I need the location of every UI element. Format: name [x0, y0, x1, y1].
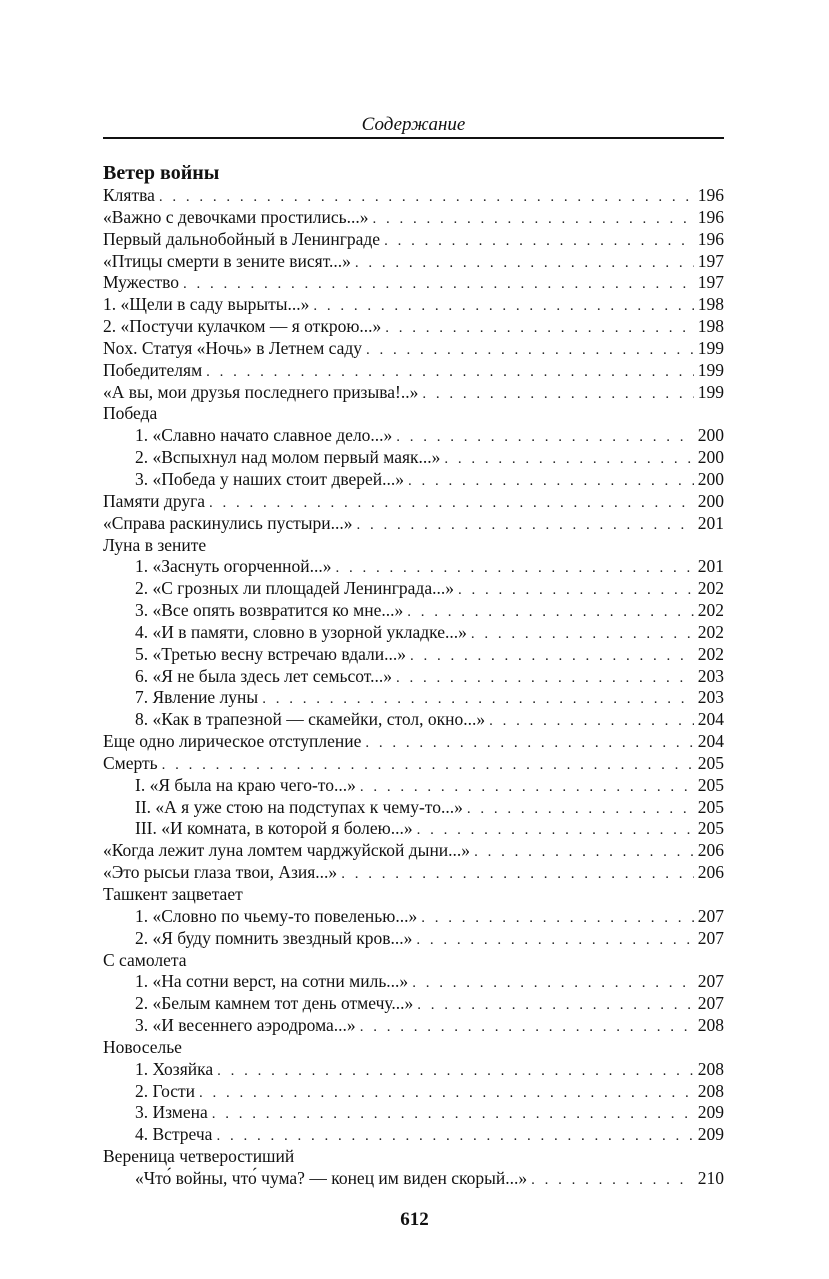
- toc-entry: [103, 644, 724, 666]
- toc-entry-page: 200: [697, 425, 724, 446]
- toc-entry: [103, 753, 724, 775]
- toc-entry-page: 197: [697, 272, 724, 293]
- toc-entry: [103, 1102, 724, 1124]
- toc-entry: [103, 1015, 724, 1037]
- toc-entry: [103, 316, 724, 338]
- toc-entry-title: 2. «Постучи кулачком — я открою...»: [103, 316, 382, 337]
- toc-entry: [103, 862, 724, 884]
- toc-entry-title: III. «И комната, в которой я болею...»: [135, 818, 413, 839]
- dot-leader: [444, 449, 693, 471]
- toc-entry-page: 199: [697, 381, 724, 402]
- toc-entry-title: «Справа раскинулись пустыри...»: [103, 512, 353, 533]
- toc-entry: [103, 840, 724, 862]
- toc-entry-title: Nox. Статуя «Ночь» в Летнем саду: [103, 337, 363, 358]
- toc-entry-page: 199: [697, 337, 724, 358]
- toc-entry-page: 196: [697, 206, 724, 227]
- dot-leader: [396, 668, 694, 690]
- toc-entry-title: 2. «С грозных ли площадей Ленинграда...»: [135, 578, 454, 599]
- toc-entry-page: 205: [697, 774, 724, 795]
- toc-entry-title: Клятва: [103, 185, 155, 205]
- toc-entry: [103, 425, 724, 447]
- toc-entry-title: 1. «Словно по чьему-то повеленью...»: [135, 905, 418, 926]
- toc-entry-title: Мужество: [103, 272, 180, 293]
- dot-leader: [360, 777, 694, 799]
- toc-entry-title: 2. «Вспыхнул над молом первый маяк...»: [135, 447, 441, 468]
- toc-entry: [103, 338, 724, 360]
- dot-leader: [262, 689, 694, 711]
- dot-leader: [206, 362, 694, 384]
- dot-leader: [217, 1061, 694, 1083]
- toc-entry: [103, 578, 724, 600]
- toc-entry-page: 202: [697, 621, 724, 642]
- dot-leader: [422, 384, 693, 406]
- toc-entry-title: I. «Я была на краю чего-то...»: [135, 774, 356, 795]
- dot-leader: [336, 558, 694, 580]
- toc-entry: [103, 513, 724, 535]
- dot-leader: [416, 930, 693, 952]
- toc-entry-page: 201: [697, 556, 724, 577]
- toc-entry-title: «Важно с девочками простились...»: [103, 206, 369, 227]
- dot-leader: [467, 799, 694, 821]
- dot-leader: [372, 209, 693, 231]
- toc-entry-page: 208: [697, 1015, 724, 1036]
- toc-entry: [103, 993, 724, 1015]
- toc-entry-page: 205: [697, 752, 724, 773]
- toc-entry-title: Еще одно лирическое отступление: [103, 731, 362, 752]
- toc-entry-page: 203: [697, 665, 724, 686]
- toc-entry: [103, 950, 724, 972]
- toc-entry-page: 209: [697, 1102, 724, 1123]
- toc-entry-page: 207: [697, 927, 724, 948]
- toc-entry: [103, 272, 724, 294]
- toc-entry: [103, 185, 724, 207]
- toc-entry-title: 1. Хозяйка: [135, 1058, 214, 1079]
- toc-entry-page: 207: [697, 993, 724, 1014]
- toc-entry-title: 1. «Заснуть огорченной...»: [135, 556, 332, 577]
- dot-leader: [385, 318, 693, 340]
- dot-leader: [458, 580, 694, 602]
- dot-leader: [489, 711, 694, 733]
- dot-leader: [471, 624, 694, 646]
- dot-leader: [216, 1126, 693, 1148]
- dot-leader: [366, 340, 694, 362]
- dot-leader: [417, 995, 693, 1017]
- toc-entry-page: 208: [697, 1058, 724, 1079]
- dot-leader: [356, 515, 693, 537]
- toc-entry-title: 1. «Славно начато славное дело...»: [135, 425, 393, 446]
- toc-entry-page: 202: [697, 600, 724, 621]
- toc-entry-title: 5. «Третью весну встречаю вдали...»: [135, 643, 407, 664]
- toc-entry: [103, 666, 724, 688]
- toc-entry-page: 205: [697, 818, 724, 839]
- toc-entry: [103, 884, 724, 906]
- toc-entry-title: «Что́ войны, что́ чума? — конец им виден скорый...»: [135, 1167, 528, 1188]
- toc-entry-title: С самолета: [103, 949, 187, 970]
- toc-entry-title: II. «А я уже стою на подступах к чему-то...»: [135, 796, 463, 817]
- toc-entry-title: 1. «На сотни верст, на сотни миль...»: [135, 971, 409, 992]
- toc-entry-title: 4. «И в памяти, словно в узорной укладке...»: [135, 621, 467, 642]
- toc-entry: [103, 797, 724, 819]
- dot-leader: [421, 908, 694, 930]
- toc-entry-title: Победа: [103, 403, 158, 424]
- page-number: 612: [400, 1209, 429, 1230]
- dot-leader: [396, 427, 693, 449]
- toc-entry: [103, 1146, 724, 1168]
- toc-entry: [103, 294, 724, 316]
- toc-entry-title: «Птицы смерти в зените висят...»: [103, 250, 351, 271]
- toc-entry: [103, 1059, 724, 1081]
- header-rule: [103, 137, 724, 139]
- toc-entry: [103, 207, 724, 229]
- toc-entry-page: 205: [697, 796, 724, 817]
- toc-entry-title: 2. «Я буду помнить звездный кров...»: [135, 927, 413, 948]
- toc-entry-title: 7. Явление луны: [135, 687, 259, 708]
- toc-entry-page: 202: [697, 578, 724, 599]
- toc-entry: [103, 229, 724, 251]
- section-title: Ветер войны: [103, 162, 220, 184]
- toc-entry-page: 200: [697, 468, 724, 489]
- toc-entry-title: 3. «Все опять возвратится ко мне...»: [135, 600, 404, 621]
- toc-entry-title: 3. Измена: [135, 1102, 208, 1123]
- toc-entry-page: 196: [697, 185, 724, 205]
- toc-entry-page: 198: [697, 316, 724, 337]
- toc-entry: [103, 818, 724, 840]
- toc-entry-page: 206: [697, 862, 724, 883]
- toc-entry: [103, 382, 724, 404]
- toc-entry-title: 2. «Белым камнем тот день отмечу...»: [135, 993, 414, 1014]
- toc-entry-title: Смерть: [103, 752, 158, 773]
- toc-entry-title: «А вы, мои друзья последнего призыва!..»: [103, 381, 419, 402]
- toc-entry-title: 3. «Победа у наших стоит дверей...»: [135, 468, 405, 489]
- toc-entry-page: 200: [697, 447, 724, 468]
- toc-entry: [103, 775, 724, 797]
- dot-leader: [410, 646, 694, 668]
- toc-entry: [103, 1081, 724, 1103]
- toc-entry: [103, 709, 724, 731]
- toc-entry-page: 199: [697, 359, 724, 380]
- dot-leader: [159, 187, 694, 209]
- running-header: Содержание: [361, 114, 466, 135]
- toc-entry: [103, 491, 724, 513]
- dot-leader: [408, 471, 694, 493]
- toc-entry-title: Вереница четверостиший: [103, 1146, 295, 1167]
- dot-leader: [162, 755, 694, 777]
- dot-leader: [412, 973, 694, 995]
- toc-entry-title: 2. Гости: [135, 1080, 196, 1101]
- dot-leader: [199, 1083, 694, 1105]
- toc-entry-title: 8. «Как в трапезной — скамейки, стол, окно...»: [135, 709, 486, 730]
- toc-entry-page: 204: [697, 709, 724, 730]
- toc-entry-title: Луна в зените: [103, 534, 207, 555]
- toc-entry-page: 207: [697, 971, 724, 992]
- toc-entry-title: 1. «Щели в саду вырыты...»: [103, 294, 310, 315]
- toc-entry: [103, 1037, 724, 1059]
- dot-leader: [341, 864, 694, 886]
- toc-entry-page: 202: [697, 643, 724, 664]
- toc-entry: [103, 469, 724, 491]
- dot-leader: [365, 733, 693, 755]
- toc-entry: [103, 687, 724, 709]
- toc-entry-title: Новоселье: [103, 1036, 182, 1057]
- toc-entry: [103, 1124, 724, 1146]
- toc-entry-title: Победителям: [103, 359, 203, 380]
- dot-leader: [209, 493, 694, 515]
- toc-entry-page: 208: [697, 1080, 724, 1101]
- toc-entry-page: 197: [697, 250, 724, 271]
- toc-entry-page: 210: [697, 1167, 724, 1188]
- toc-entry-page: 204: [697, 731, 724, 752]
- toc-entry-page: 198: [697, 294, 724, 315]
- toc-entry-title: Памяти друга: [103, 490, 206, 511]
- dot-leader: [183, 274, 694, 296]
- toc-entry-title: Ташкент зацветает: [103, 884, 243, 904]
- toc-entry-title: «Это рысьи глаза твои, Азия...»: [103, 862, 338, 883]
- toc-entry: [103, 251, 724, 273]
- toc-entry: [103, 403, 724, 425]
- toc-entry-page: 209: [697, 1124, 724, 1145]
- toc-entry-page: 201: [697, 512, 724, 533]
- dot-leader: [313, 296, 693, 318]
- toc-entry-title: 3. «И весеннего аэродрома...»: [135, 1015, 356, 1036]
- dot-leader: [417, 820, 694, 842]
- toc-entry-page: 196: [697, 228, 724, 249]
- toc-entry-title: Первый дальнобойный в Ленинграде: [103, 228, 381, 249]
- toc-entry-page: 203: [697, 687, 724, 708]
- toc-entry: [103, 360, 724, 382]
- toc-entry-page: 200: [697, 490, 724, 511]
- toc-entry-title: 6. «Я не была здесь лет семьсот...»: [135, 665, 392, 686]
- toc-entry-title: 4. Встреча: [135, 1124, 213, 1145]
- toc-entry: [103, 535, 724, 557]
- dot-leader: [355, 253, 694, 275]
- dot-leader: [212, 1104, 694, 1126]
- toc-entry: [103, 971, 724, 993]
- toc-entry: [103, 928, 724, 950]
- toc-entry: [103, 600, 724, 622]
- toc-entry-title: «Когда лежит луна ломтем чарджуйской дыни...»: [103, 840, 471, 861]
- toc-entry: [103, 556, 724, 578]
- toc-entry: [103, 731, 724, 753]
- dot-leader: [531, 1170, 694, 1192]
- toc-entry: [103, 447, 724, 469]
- toc-entry: [103, 1168, 724, 1190]
- table-of-contents: [103, 185, 724, 1190]
- dot-leader: [360, 1017, 694, 1039]
- dot-leader: [384, 231, 694, 253]
- toc-entry: [103, 622, 724, 644]
- toc-entry-page: 206: [697, 840, 724, 861]
- dot-leader: [407, 602, 694, 624]
- dot-leader: [474, 842, 694, 864]
- toc-entry-page: 207: [697, 905, 724, 926]
- toc-entry: [103, 906, 724, 928]
